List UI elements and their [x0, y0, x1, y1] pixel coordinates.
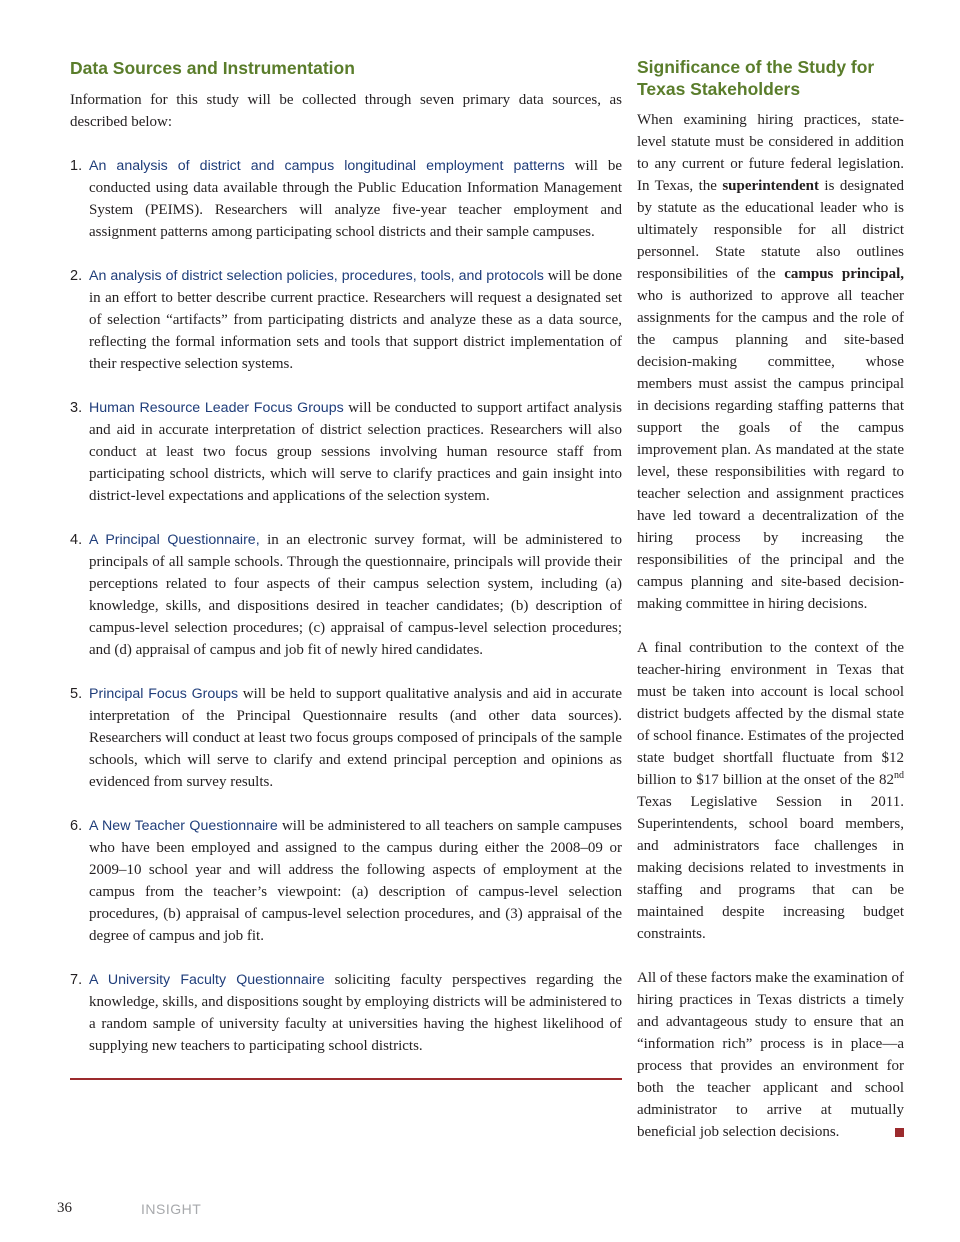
item-number: 3. — [70, 400, 83, 416]
data-sources-list — [70, 155, 622, 1057]
item-lead: A University Faculty Questionnaire — [89, 972, 325, 988]
list-item — [70, 815, 622, 947]
emphasis-campus-principal: campus principal, — [784, 266, 904, 282]
significance-heading: Significance of the Study for Texas Stakeholders — [637, 57, 875, 99]
item-lead: A New Teacher Questionnaire — [89, 818, 278, 834]
list-item — [70, 529, 622, 661]
ordinal-superscript: nd — [894, 770, 904, 781]
item-text: in an electronic survey format, will be administered to principals of all sample schools. Through the questionnaire, principals will provide their perceptions related to four aspects of their campus selection system, including (a) knowledge, skills, and dispositions desired in teacher candidates; (b) description of campus-level selection procedures; (c) appraisal of campus-level selection procedures; and (d) appraisal of campus and job fit of newly hired candidates. — [89, 532, 623, 658]
list-item — [70, 155, 622, 243]
item-text: will be done in an effort to better describe current practice. Researchers will request a designated set of selection “artifacts” from participating districts and analyze these as a data source, reflecting the formal information sets and tools that support district implementation of their respective selection systems. — [89, 268, 622, 372]
item-number: 7. — [70, 972, 83, 988]
item-text: will be conducted using data available through the Public Education Information Management System (PEIMS). Researchers will analyze five-year teacher employment and assignment patterns among participating school districts and their sample campuses. — [89, 158, 622, 240]
section-divider — [70, 1078, 622, 1080]
item-lead: An analysis of district selection policies, procedures, tools, and protocols — [89, 268, 544, 284]
right-column — [637, 56, 904, 1165]
item-lead: A Principal Questionnaire, — [89, 532, 260, 548]
list-item — [70, 683, 622, 793]
emphasis-superintendent: superintendent — [722, 178, 820, 194]
item-text: will be administered to all teachers on sample campuses who have been employed and assigned to the campus during either the 2008–09 or 2009–10 school year and will address the following aspects of employment at the campus from the teacher’s viewpoint: (a) description of campus-level selection procedures, (b) appraisal of campus-level selection procedures, and (3) appraisal of the degree of campus and job fit. — [89, 818, 622, 944]
item-lead: Principal Focus Groups — [89, 686, 239, 702]
item-lead: Human Resource Leader Focus Groups — [89, 400, 344, 416]
end-of-article-icon — [895, 1128, 904, 1137]
list-item — [70, 265, 622, 375]
list-item — [70, 397, 622, 507]
body-paragraph: All of these factors make the examination of hiring practices in Texas districts a timely and advantageous study to ensure that an “information rich” process is in place—a process that provides an environment for both the teacher applicant and school administrator to arrive at mutually beneficial job selection decisions. — [637, 970, 904, 1140]
item-lead: An analysis of district and campus longitudinal employment patterns — [89, 158, 565, 174]
publication-title: INSIGHT — [141, 1201, 202, 1217]
body-paragraph: When examining hiring practices, state-level statute must be considered in addition to any current or future federal legislation. In Texas, the superintendent is designated by statute as the educational leader who is ultimately responsible for all district personnel. State statute also outlines responsibilities of the campus principal, who is authorized to approve all teacher assignments for the campus and the role of the campus planning and site-based decision-making committee, whose members must assist the campus principal in decisions regarding staffing patterns that support the goals of the campus improvement plan. As mandated at the state level, these responsibilities with regard to teacher selection and assignment practices have led toward a decentralization of the hiring process by increasing the responsibilities of the principal and the campus planning and site-based decision-making committee in hiring decisions. — [637, 112, 904, 612]
item-text: will be held to support qualitative analysis and aid in accurate interpretation of the Principal Questionnaire results (and other data sources). Researchers will conduct at least two focus groups composed of principals of the sample schools, which will serve to clarify and extend principal perception and opinions as evidenced from survey results. — [89, 686, 622, 790]
data-sources-heading: Data Sources and Instrumentation — [70, 58, 355, 78]
body-paragraph: A final contribution to the context of the teacher-hiring environment in Texas that must be taken into account is local school district budgets affected by the dismal state of school finance. Estimates of the projected state budget shortfall fluctuate from $12 billion to $17 billion at the onset of the 82nd Texas Legislative Session in 2011. Superintendents, school board members, and administrators face challenges in making decisions related to investments in staffing and programs that can be maintained despite increasing budget constraints. — [637, 640, 904, 942]
item-number: 5. — [70, 686, 83, 702]
item-text: soliciting faculty perspectives regarding the knowledge, skills, and dispositions sought by employing districts will be administered to a random sample of university faculty at universities having the highest likelihood of supplying new teachers to participating school districts. — [89, 972, 622, 1054]
left-column — [70, 56, 622, 1079]
page-number: 36 — [57, 1200, 72, 1216]
item-number: 4. — [70, 532, 83, 548]
intro-paragraph: Information for this study will be collected through seven primary data sources, as described below: — [70, 92, 622, 130]
item-text: will be conducted to support artifact analysis and aid in accurate interpretation of district selection practices. Researchers will also conduct at least two focus group sessions involving human resource staff from participating school districts, which will serve to clarify practices and gain insight into district-level expectations and applications of the selection system. — [89, 400, 622, 504]
item-number: 2. — [70, 268, 83, 284]
item-number: 6. — [70, 818, 83, 834]
item-number: 1. — [70, 158, 83, 174]
list-item — [70, 969, 622, 1057]
